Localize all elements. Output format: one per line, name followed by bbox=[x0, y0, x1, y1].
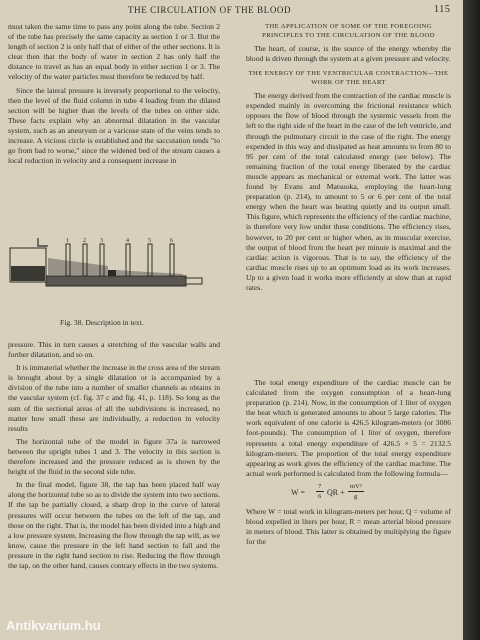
formula-fraction-1-num: 7 bbox=[318, 482, 322, 490]
left-column-top bbox=[8, 22, 220, 169]
running-title: THE CIRCULATION OF THE BLOOD bbox=[128, 5, 292, 15]
tap bbox=[108, 270, 116, 276]
formula-term-1: QR + bbox=[327, 487, 345, 497]
figure-38 bbox=[8, 236, 220, 324]
tube-labels bbox=[66, 238, 173, 244]
right-column-bottom bbox=[246, 378, 451, 550]
section-heading: THE APPLICATION OF SOME OF THE FOREGOING PRINCIPLES TO THE CIRCULATION OF THE BLOOD bbox=[262, 23, 435, 39]
left-column-bottom bbox=[8, 340, 220, 574]
formula-fraction-2-num: mV² bbox=[350, 482, 362, 490]
running-header bbox=[8, 4, 458, 18]
inflow-pipe bbox=[38, 238, 48, 246]
reservoir-fluid bbox=[11, 266, 45, 281]
work-formula bbox=[246, 482, 451, 504]
paragraph: must taken the same time to pass any point along the tube. Section 2 of the tube has precisely the same capacity as section 1 or 3. But the length of section 2 is only half that of either of the other sections. It is clear then that the body of water in section 2 has only half the distance to travel as has an equal body in either section 1 or 3. The velocity of the water particles must therefore be reduced by half. bbox=[8, 22, 220, 82]
formula-fraction-2-den: g bbox=[354, 492, 358, 500]
paragraph: In the final model, figure 38, the tap has been placed half way along the horizontal tube so as to divide the system into two sections. If the tap be partially closed, a sharp drop in the curve of lateral pressures will occur between the tubes on the left of the tap, and those on the right. That is, the model has been divided into a high and a low pressure system. Increasing the flow through the tap will, as we know, cause the pressure in the left hand section to fall and the pressure in the right hand section to rise. Reducing the flow through the tap, on the other hand, causes contrary effects in the two systems. bbox=[8, 480, 220, 570]
tube-label: 5 bbox=[148, 238, 151, 244]
paragraph: The energy derived from the contraction of the cardiac muscle is expended mainly in overcoming the frictional resistance which opposes the flow of blood through the systemic vessels from the left to the right side of the heart in the case of the left ventricle, and through the pulmonary circuit in the case of the right. The energy expended in this way and dissipated as heat amounts to from 80 to 95 per cent of the total calculated energy (see below). The remaining fraction of the total energy liberated by the cardiac muscle appears as mechanical or external work. The latter was found by Evans and Matsuoka, employing the heart-lung preparation (p. 214), to amount to 5 or 6 per cent of the total energy when the heart was beating quietly and its output small. This figure, which represents the efficiency of the cardiac machine, is therefore very low under these conditions. The efficiency rises, however, to 20 per cent or higher when, as in muscular exercise, the output of blood from the heart per minute is maximal and the cardiac action is vigorous. That is to say, the efficiency of the cardiac muscle rises up to an optimum load as its work increases. Up to a given load it works more efficiently at slow than at rapid rates. bbox=[246, 91, 451, 292]
watermark-logo: Antikvarium.hu bbox=[6, 618, 101, 633]
right-column-top bbox=[246, 22, 451, 296]
book-edge bbox=[463, 0, 480, 640]
tube-label: 6 bbox=[170, 238, 173, 244]
figure-38-diagram bbox=[8, 236, 220, 316]
tube-label: 2 bbox=[83, 238, 86, 244]
subsection-heading: THE ENERGY OF THE VENTRICULAR CONTRACTION—THE WORK OF THE HEART bbox=[248, 70, 449, 87]
tube-label: 4 bbox=[126, 238, 129, 244]
paragraph: The horizontal tube of the model in figure 37a is narrowed between the upright tubes 1 and 3. The velocity in this section is therefore increased and the pressure reduced as is shown by the height of the fluid in the second side tube. bbox=[8, 436, 220, 477]
tube-label: 1 bbox=[66, 238, 69, 244]
figure-caption: Fig. 38. Description in text. bbox=[60, 318, 144, 327]
paragraph: pressure. This in turn causes a stretching of the vascular walls and further dilatation, and so on. bbox=[8, 340, 220, 360]
horizontal-tube bbox=[46, 276, 186, 286]
paragraph: It is immaterial whether the increase in the cross area of the stream is brought about by a single dilatation or is accompanied by a division of the tube into a number of smaller channels as obtains in the vascular system (cf. fig. 37 c and fig. 41, p. 118). So long as the sum of the sectional areas of all the subdivisions is increased, no matter how small these are individually, a reduction in velocity results bbox=[8, 363, 220, 433]
formula-fraction-1-den: 6 bbox=[318, 492, 322, 500]
paragraph: The heart, of course, is the source of the energy whereby the blood is driven through the system at a given pressure and velocity. bbox=[246, 44, 451, 64]
tube-label: 3 bbox=[100, 238, 103, 244]
pressure-curve-high bbox=[48, 258, 108, 276]
paragraph: Since the lateral pressure is inversely proportional to the velocity, then the level of the fluid column in tube 4 leading from the dilated section will be higher than the levels of the tubes on either side. These facts explain why an abnormal dilatation in the vascular system, such as an aneurysm or a varicose state of the veins tends to increase. A vicious circle is established and the saccutation tends "to go from bad to worse," since the widened bed of the stream causes a local reduction in velocity and a consequent increase in bbox=[8, 85, 220, 166]
outflow-nozzle bbox=[186, 278, 202, 284]
page-number: 115 bbox=[434, 4, 451, 15]
formula-lhs: W = bbox=[291, 487, 305, 497]
paragraph: Where W = total work in kilogram-meters per hour, Q = volume of blood expelled in liters per hour, R = mean arterial blood pressure in meters of blood. This latter is obtained by multiplying the figure for the bbox=[246, 506, 451, 547]
paragraph: The total energy expenditure of the cardiac muscle can be calculated from the oxygen consumption of a heart-lung preparation (p. 214). Now, in the consumption of 1 liter of oxygen the heat which is generated amounts to about 5 large calories. The work equivalent of one calorie is 426.5 kilogram-meters (or 3086 foot-pounds). The consumption of 1 liter of oxygen, therefore represents a total energy expenditure of 426.5 × 5 = 2132.5 kilogram-meters. The proportion of the total energy expenditure appearing as work gives the efficiency of the cardiac machine. The actual work performed is calculated from the following formula— bbox=[246, 378, 451, 478]
